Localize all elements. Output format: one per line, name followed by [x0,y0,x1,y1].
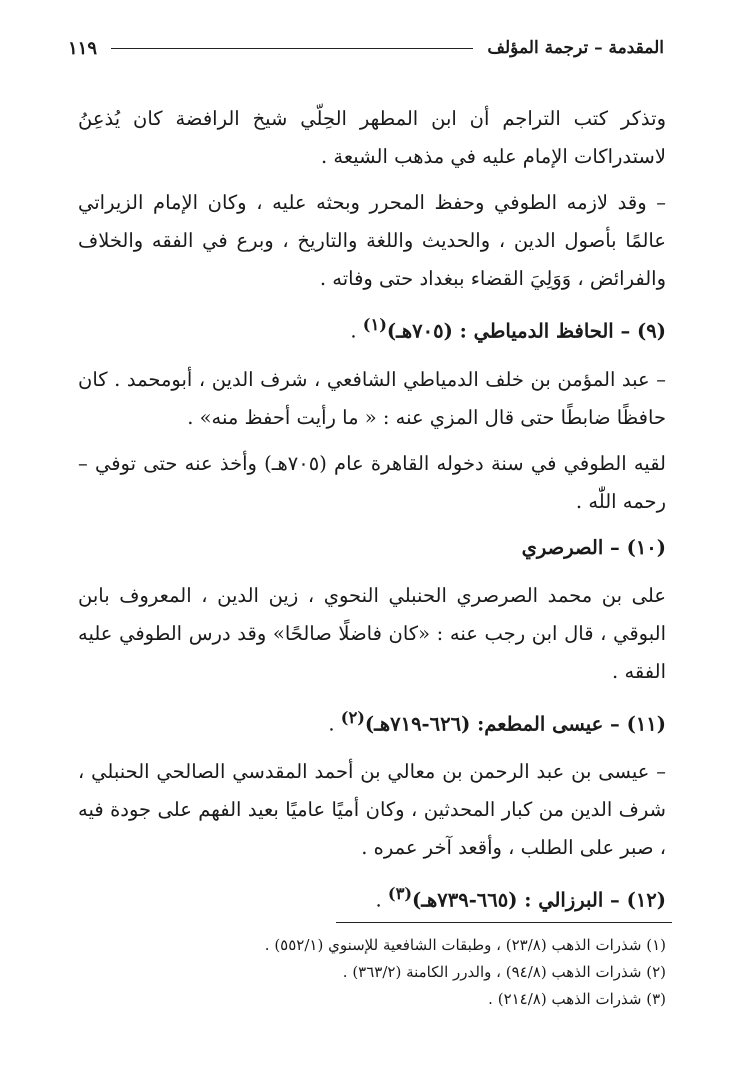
footnote-ref-3: (٣) [387,884,413,903]
heading-isa-mutim [78,699,666,744]
footnote-2: (٢) شذرات الذهب (٩٤/٨) ، والدرر الكامنة (٣٦٣/٢) . [342,963,666,981]
running-title: المقدمة – ترجمة المؤلف [487,38,664,58]
main-text [78,100,666,933]
heading-isa-mutim-text: (١١) – عيسى المطعم: (٦٢٦-٧١٩هـ) [364,712,666,735]
heading-sarsari: (١٠) – الصرصري [521,535,666,559]
paragraph-dimyati-meeting: لقيه الطوفي في سنة دخوله القاهرة عام (٧٠٥هـ) وأخذ عنه حتى توفي – رحمه اللّٰه . [78,451,666,513]
heading-birzali-text: (١٢) – البرزالي : (٦٦٥-٧٣٩هـ) [412,888,666,912]
footnotes [78,932,666,1013]
heading-dimyati-tail: . [350,319,363,343]
heading-isa-mutim-tail: . [328,712,341,735]
heading-dimyati [78,306,666,351]
footnote-ref-1: (١) [362,315,387,334]
paragraph-dimyati-bio: – عبد المؤمن بن خلف الدمياطي الشافعي ، شرف الدين ، أبومحمد . كان حافظًا ضابطًا حتى قال المزي عنه : « ما رأيت أحفظ منه» . [78,367,666,429]
paragraph-isa-mutim-bio: – عيسى بن عبد الرحمن بن معالي بن أحمد المقدسي الصالحي الحنبلي ، شرف الدين من كبار المحدثين ، وكان أميًا عاميًا بعيد الفهم على جودة فيه ، صبر على الطلب ، وأقعد آخر عمره . [78,760,666,859]
paragraph-sarsari-bio: على بن محمد الصرصري الحنبلي النحوي ، زين الدين ، المعروف بابن البوقي ، قال ابن رجب عنه : «كان فاضلًا صالحًا» وقد درس الطوفي عليه الفقه . [78,583,666,683]
footnote-3: (٣) شذرات الذهب (٢١٤/٨) . [488,990,666,1008]
heading-dimyati-text: (٩) – الحافظ الدمياطي : (٧٠٥هـ) [386,319,666,343]
paragraph-zirati: – وقد لازمه الطوفي وحفظ المحرر وبحثه عليه ، وكان الإمام الزيراتي عالمًا بأصول الدين ، والحديث واللغة والتاريخ ، وبرع في الفقه والخلاف والفرائض ، وَوَلِيَ القضاء ببغداد حتى وفاته . [78,191,666,290]
header-rule [111,48,473,49]
heading-birzali [336,875,673,923]
footnote-ref-2: (٢) [340,707,365,727]
footnote-1: (١) شذرات الذهب (٢٣/٨) ، وطبقات الشافعية للإسنوي (٥٥٢/١) . [264,936,666,954]
heading-birzali-tail: . [375,888,388,912]
paragraph-hilli: وتذكر كتب التراجم أن ابن المطهر الحِلّي شيخ الرافضة كان يُذعِنُ لاستدراكات الإمام عليه في مذهب الشيعة . [78,107,666,168]
page-number: ١١٩ [68,37,98,59]
running-header [68,32,664,64]
